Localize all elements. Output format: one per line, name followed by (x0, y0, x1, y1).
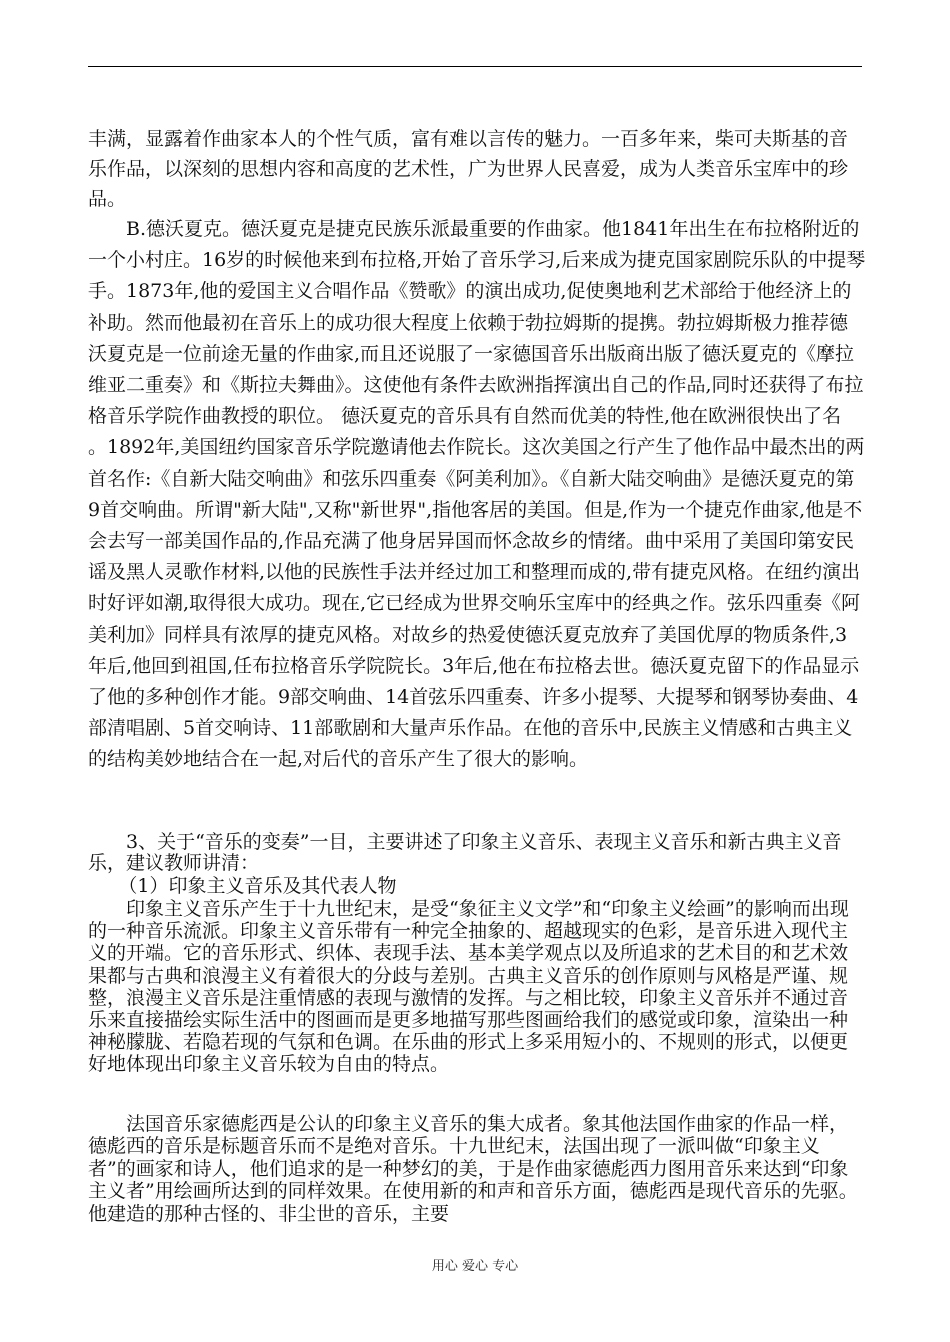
paragraph-debussy: 法国音乐家德彪西是公认的印象主义音乐的集大成者。象其他法国作曲家的作品一样，德彪西的音乐是标题音乐而不是绝对音乐。十九世纪末，法国出现了一派叫做“印象主义者”的画家和诗人，他们追求的是一种梦幻的美，于是作曲家德彪西力图用音乐来达到“印象主义者”用绘画所达到的同样效果。在使用新的和声和音乐方面，德彪西是现代音乐的先驱。他建造的那种古怪的、非尘世的音乐，主要 (88, 1113, 858, 1225)
paragraph-tchaikovsky-conclusion: 丰满，显露着作曲家本人的个性气质，富有难以言传的魅力。一百多年来，柴可夫斯基的音乐作品，以深刻的思想内容和高度的艺术性，广为世界人民喜爱，成为人类音乐宝库中的珍品。 (88, 128, 849, 210)
header-rule (88, 66, 862, 67)
paragraph-dvorak: B.德沃夏克。德沃夏克是捷克民族乐派最重要的作曲家。他1841年出生在布拉格附近的一个小村庄。16岁的时候他来到布拉格,开始了音乐学习,后来成为捷克国家剧院乐队的中提琴手。1873年,他的爱国主义合唱作品《赞歌》的演出成功,促使奥地利艺术部给于他经济上的补助。然而他最初在音乐上的成功很大程度上依赖于勃拉姆斯的提携。勃拉姆斯极力推荐德沃夏克是一位前途无量的作曲家,而且还说服了一家德国音乐出版商出版了德沃夏克的《摩拉维亚二重奏》和《斯拉夫舞曲》。这使他有条件去欧洲指挥演出自己的作品,同时还获得了布拉格音乐学院作曲教授的职位。 德沃夏克的音乐具有自然而优美的特性,他在欧洲很快出了名 。1892年,美国纽约国家音乐学院邀请他去作院长。这次美国之行产生了他作品中最杰出的两首名作:《自新大陆交响曲》和弦乐四重奏《阿美利加》。《自新大陆交响曲》是德沃夏克的第9首交响曲。所谓"新大陆",又称"新世界",指他客居的美国。但是,作为一个捷克作曲家,他是不会去写一部美国作品的,作品充满了他身居异国而怀念故乡的情绪。曲中采用了美国印第安民谣及黑人灵歌作材料,以他的民族性手法并经过加工和整理而成的,带有捷克风格。在纽约演出时好评如潮,取得很大成功。现在,它已经成为世界交响乐宝库中的经典之作。弦乐四重奏《阿美利加》同样具有浓厚的捷克风格。对故乡的热爱使德沃夏克放弃了美国优厚的物质条件,3年后,他回到祖国,任布拉格音乐学院院长。3年后,他在布拉格去世。德沃夏克留下的作品显示了他的多种创作才能。9部交响曲、14首弦乐四重奏、许多小提琴、大提琴和钢琴协奏曲、4部清唱剧、5首交响诗、11部歌剧和大量声乐作品。在他的音乐中,民族主义情感和古典主义的结构美妙地结合在一起,对后代的音乐产生了很大的影响。 (88, 218, 866, 771)
subheading-impressionism: （1）印象主义音乐及其代表人物 (118, 875, 397, 897)
page-footer: 用心 爱心 专心 (431, 1259, 519, 1274)
paragraph-section-3-intro: 3、关于“音乐的变奏”一目，主要讲述了印象主义音乐、表现主义音乐和新古典主义音乐，建议教师讲清： (88, 831, 842, 874)
paragraph-impressionism: 印象主义音乐产生于十九世纪末，是受“象征主义文学”和“印象主义绘画”的影响而出现的一种音乐流派。印象主义音乐带有一种完全抽象的、超越现实的色彩，是音乐进入现代主义的开端。它的音乐形式、织体、表现手法、基本美学观点以及所追求的艺术目的和艺术效果都与古典和浪漫主义有着很大的分歧与差别。古典主义音乐的创作原则与风格是严谨、规整，浪漫主义音乐是注重情感的表现与激情的发挥。与之相比较，印象主义音乐并不通过音乐来直接描绘实际生活中的图画而是更多地描写那些图画给我们的感觉或印象，渲染出一种神秘朦胧、若隐若现的气氛和色调。在乐曲的形式上多采用短小的、不规则的形式，以便更好地体现出印象主义音乐较为自由的特点。 (88, 898, 849, 1076)
